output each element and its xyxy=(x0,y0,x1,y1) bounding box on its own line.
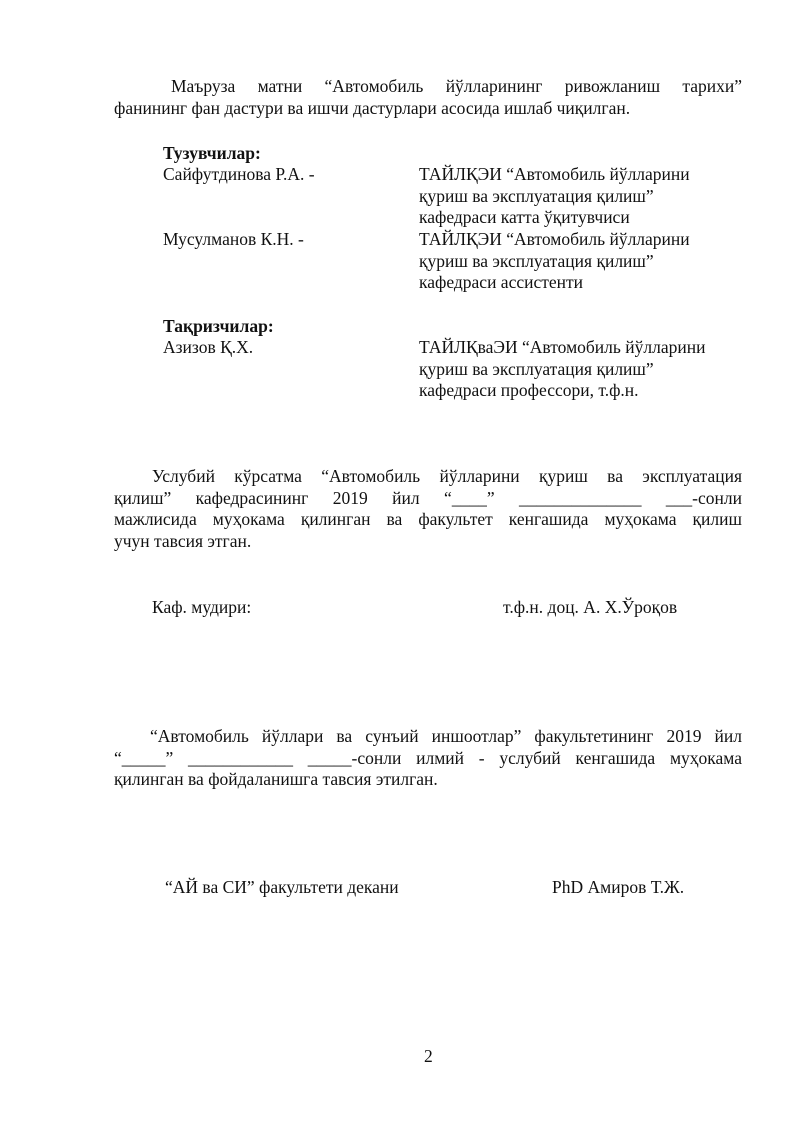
dean-name: PhD Амиров Т.Ж. xyxy=(552,877,685,897)
reviewer-name: Азизов Қ.Х. xyxy=(163,337,254,357)
compiler-affiliation xyxy=(419,164,690,229)
intro-line: фанининг фан дастури ва ишчи дастурлари асосида ишлаб чиқилган. xyxy=(114,97,631,118)
department-approval-paragraph xyxy=(114,466,742,552)
compiler-affiliation xyxy=(419,229,690,294)
affiliation-line: қуриш ва эксплуатация қилиш” xyxy=(419,358,654,379)
reviewers-heading: Тақризчилар: xyxy=(163,316,274,336)
reviewer-affiliation xyxy=(419,337,705,402)
affiliation-line: қуриш ва эксплуатация қилиш” xyxy=(419,185,654,206)
affiliation-line: ТАЙЛҚваЭИ “Автомобиль йўлларини xyxy=(419,337,706,357)
intro-line: Маъруза матни “Автомобиль йўлларининг ривожланиш тарихи” xyxy=(171,76,742,96)
approval-line: қилиш” кафедрасининг 2019 йил “____” ______________ ___-сонли xyxy=(114,487,742,508)
faculty-approval-paragraph xyxy=(114,726,742,791)
compiler-name: Сайфутдинова Р.А. - xyxy=(163,164,315,184)
affiliation-line: кафедраси профессори, т.ф.н. xyxy=(419,380,639,400)
approval-line: “_____” ____________ _____-сонли илмий - услубий кенгашида муҳокама xyxy=(114,747,742,768)
approval-line: Услубий кўрсатма “Автомобиль йўлларини қуриш ва эксплуатация xyxy=(152,466,742,486)
intro-paragraph xyxy=(114,76,742,119)
affiliation-line: қуриш ва эксплуатация қилиш” xyxy=(419,250,654,271)
page-number: 2 xyxy=(424,1046,433,1066)
head-name: т.ф.н. доц. А. Х.Ўроқов xyxy=(503,597,678,617)
compilers-heading: Тузувчилар: xyxy=(163,143,261,163)
affiliation-line: кафедраси катта ўқитувчиси xyxy=(419,207,630,227)
approval-line: учун тавсия этган. xyxy=(114,530,252,551)
head-role: Каф. мудири: xyxy=(152,597,252,617)
approval-line: “Автомобиль йўллари ва сунъий иншоотлар” факультетининг 2019 йил xyxy=(150,726,742,746)
compiler-name: Мусулманов К.Н. - xyxy=(163,229,304,249)
affiliation-line: кафедраси ассистенти xyxy=(419,272,584,292)
affiliation-line: ТАЙЛҚЭИ “Автомобиль йўлларини xyxy=(419,164,690,184)
dean-role: “АЙ ва СИ” факультети декани xyxy=(165,877,399,897)
approval-line: қилинган ва фойдаланишга тавсия этилган. xyxy=(114,769,438,789)
affiliation-line: ТАЙЛҚЭИ “Автомобиль йўлларини xyxy=(419,229,690,249)
approval-line: мажлисида муҳокама қилинган ва факультет кенгашида муҳокама қилиш xyxy=(114,509,742,529)
